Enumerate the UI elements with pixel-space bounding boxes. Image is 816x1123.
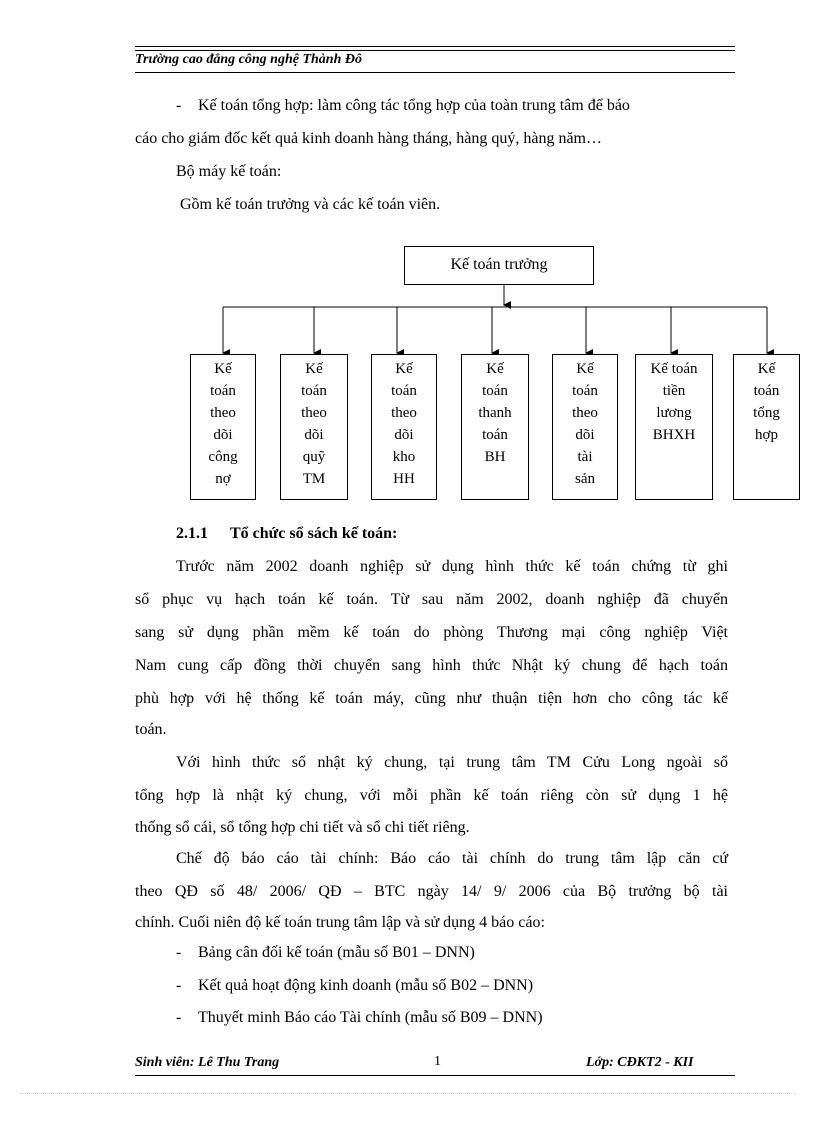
- org-root-label: Kế toán trưởng: [450, 256, 548, 273]
- org-child-text: BH: [484, 449, 506, 465]
- report-list-item: [176, 1008, 543, 1028]
- org-child-text: Kế toán: [650, 361, 698, 377]
- para2-line: thống sổ cái, sổ tổng hợp chi tiết và sổ chi tiết riêng.: [135, 819, 470, 836]
- para1-line: sổ phục vụ hạch toán kế toán. Từ sau năm 2002, doanh nghiệp đã chuyển: [135, 591, 728, 608]
- org-child-text: dõi: [304, 427, 324, 443]
- report-list-text: Thuyết minh Báo cáo Tài chính (mẫu số B09 – DNN): [198, 1009, 543, 1026]
- para1-line: Trước năm 2002 doanh nghiệp sử dụng hình thức kế toán chứng từ ghi: [176, 558, 728, 575]
- org-child-text: dõi: [394, 427, 414, 443]
- org-child-text: theo: [210, 405, 236, 421]
- bullet-dash: -: [176, 1009, 182, 1026]
- para3-line: theo QĐ số 48/ 2006/ QĐ – BTC ngày 14/ 9/ 2006 của Bộ trưởng bộ tài: [135, 883, 728, 900]
- page-edge: [20, 1093, 796, 1094]
- report-list-text: Kết quả hoạt động kinh doanh (mẫu số B02 – DNN): [198, 977, 534, 994]
- header-title: Trường cao đẳng công nghệ Thành Đô: [135, 52, 362, 67]
- org-child-text: hợp: [755, 427, 778, 443]
- org-child-text: tài: [577, 449, 593, 465]
- org-child-text: quỹ: [302, 449, 326, 465]
- org-child-text: sản: [575, 471, 595, 487]
- org-child-text: theo: [572, 405, 598, 421]
- intro-line-3: Bộ máy kế toán:: [176, 163, 282, 180]
- org-child-text: tiền: [662, 383, 686, 399]
- section-title: Tổ chức sổ sách kế toán:: [230, 525, 398, 542]
- report-list-text: Bảng cân đối kế toán (mẫu số B01 – DNN): [198, 944, 475, 961]
- org-child-text: toán: [572, 383, 598, 399]
- org-child-text: toán: [482, 427, 508, 443]
- org-child-text: thanh: [478, 405, 512, 421]
- para2-line: tổng hợp là nhật ký chung, với mỗi phần kế toán riêng còn sử dụng 1 hệ: [135, 787, 728, 804]
- org-child-text: nợ: [215, 471, 231, 487]
- footer-class: Lớp: CĐKT2 - KII: [586, 1055, 694, 1070]
- org-root-box: [404, 246, 594, 285]
- org-child-box-4: [461, 354, 529, 500]
- org-child-text: theo: [391, 405, 417, 421]
- org-child-text: toán: [482, 383, 508, 399]
- bullet-dash: -: [176, 944, 182, 961]
- org-child-text: Kế: [395, 361, 413, 377]
- section-number: 2.1.1: [176, 525, 208, 542]
- org-child-box-6: [635, 354, 713, 500]
- para2-line: Với hình thức sổ nhật ký chung, tại trung tâm TM Cửu Long ngoài sổ: [176, 754, 728, 771]
- footer-student: Sinh viên: Lê Thu Trang: [135, 1055, 280, 1070]
- intro-line-4: Gồm kế toán trưởng và các kế toán viên.: [180, 196, 441, 213]
- report-list-item: [176, 976, 533, 996]
- para1-line: sang sử dụng phần mềm kế toán do phòng Thương mại công nghiệp Việt: [135, 624, 728, 641]
- org-child-text: toán: [391, 383, 417, 399]
- org-child-text: Kế: [757, 361, 776, 377]
- bullet-dash: -: [176, 97, 182, 114]
- intro-line-1: Kế toán tổng hợp: làm công tác tổng hợp của toàn trung tâm để báo: [198, 97, 630, 114]
- section-heading: [176, 524, 397, 544]
- org-child-text: Kế: [576, 361, 594, 377]
- org-child-text: theo: [301, 405, 327, 421]
- org-child-box-2: [280, 354, 348, 500]
- footer-page-number: 1: [434, 1054, 441, 1069]
- report-list-item: [176, 943, 475, 963]
- org-child-text: tổng: [753, 405, 780, 421]
- org-child-text: HH: [393, 471, 415, 487]
- org-child-text: dõi: [213, 427, 233, 443]
- para1-line: toán.: [135, 721, 167, 738]
- bullet-dash: -: [176, 977, 182, 994]
- org-child-text: Kế: [214, 361, 232, 377]
- org-child-box-3: [371, 354, 437, 500]
- org-child-text: lương: [656, 405, 692, 421]
- org-child-text: toán: [753, 383, 780, 399]
- org-child-box-5: [552, 354, 618, 500]
- org-child-text: Kế: [486, 361, 504, 377]
- org-child-box-7: [733, 354, 800, 500]
- footer-rule: [135, 1075, 735, 1076]
- org-child-text: công: [208, 449, 238, 465]
- para1-line: Nam cung cấp đồng thời chuyển sang hình thức Nhật ký chung để hạch toán: [135, 657, 728, 674]
- para3-line: Chế độ báo cáo tài chính: Báo cáo tài chính do trung tâm lập căn cứ: [176, 850, 728, 867]
- para3-line: chính. Cuối niên độ kế toán trung tâm lập và sử dụng 4 báo cáo:: [135, 914, 545, 931]
- org-child-text: TM: [302, 471, 326, 487]
- org-child-text: toán: [301, 383, 327, 399]
- org-child-text: toán: [210, 383, 236, 399]
- org-child-text: BHXH: [652, 427, 696, 443]
- org-child-text: kho: [392, 449, 416, 465]
- para1-line: phù hợp với hệ thống kế toán máy, cũng như thuận tiện hơn cho công tác kế: [135, 690, 728, 707]
- intro-line-2: cáo cho giám đốc kết quả kinh doanh hàng tháng, hàng quý, hàng năm…: [135, 130, 602, 147]
- org-child-text: dõi: [575, 427, 595, 443]
- org-child-text: Kế: [305, 361, 323, 377]
- org-child-box-1: [190, 354, 256, 500]
